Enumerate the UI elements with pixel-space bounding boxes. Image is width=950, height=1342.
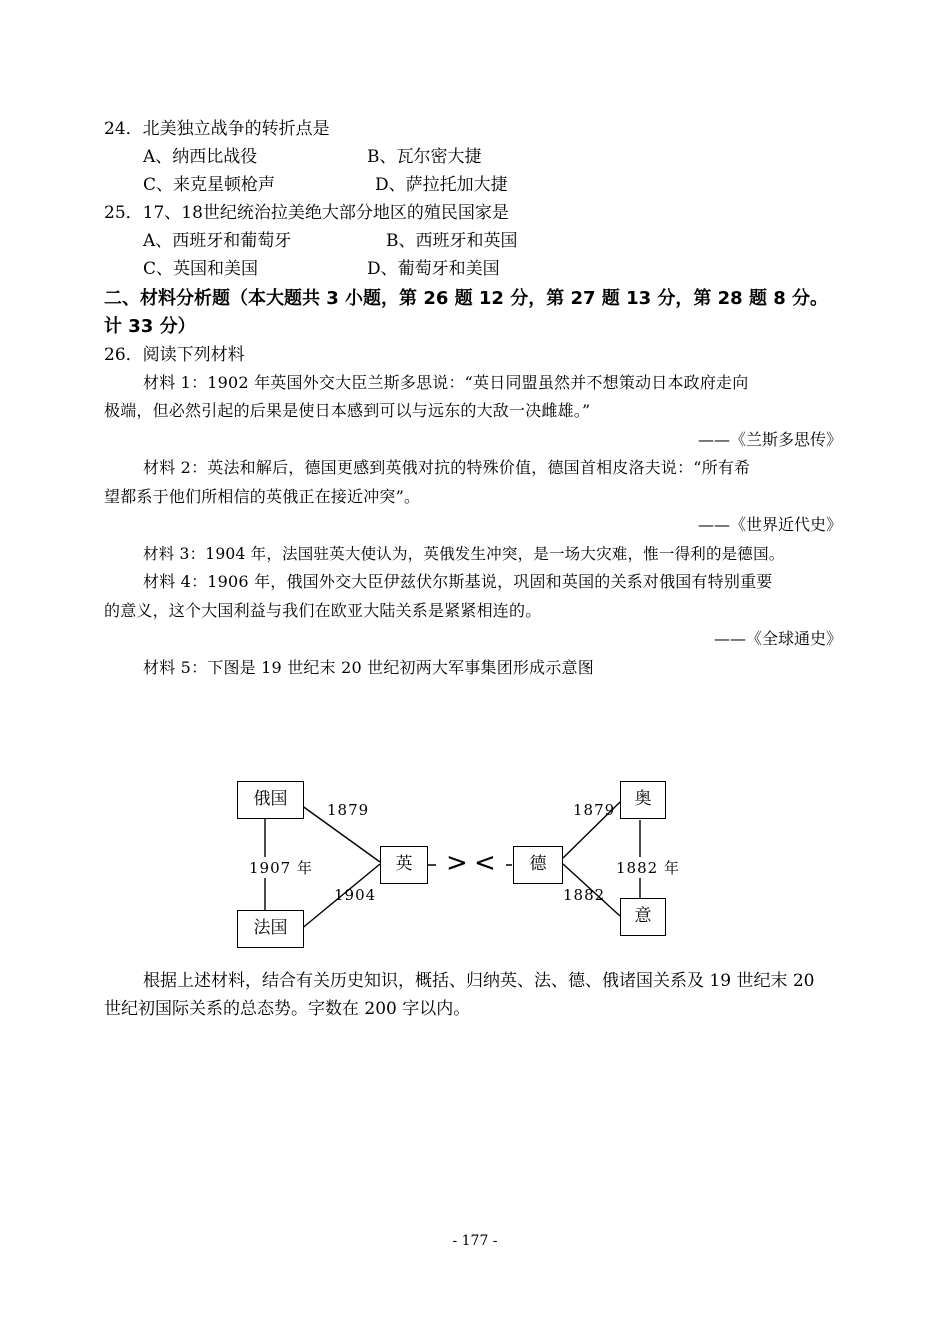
arrow-left-icon: < — [474, 848, 496, 878]
material-2-line2: 望都系于他们所相信的英俄正在接近冲突”。 — [104, 487, 421, 506]
material-2-source: ——《世界近代史》 — [697, 515, 842, 534]
arrow-right-icon: > — [446, 848, 468, 878]
year-russia-britain: 1879 — [327, 801, 370, 819]
q26-stem: 26．阅读下列材料 — [104, 345, 245, 365]
year-germany-austria: 1879 — [573, 801, 616, 819]
year-germany-italy: 1882 — [563, 886, 606, 904]
material-4-source: ——《全球通史》 — [713, 629, 842, 648]
section2-title-line1: 二、材料分析题（本大题共 3 小题，第 26 题 12 分，第 27 题 13 分，第 28 题 8 分。 — [104, 288, 829, 309]
material-4-line2: 的意义，这个大国利益与我们在欧亚大陆关系是紧紧相连的。 — [104, 601, 542, 620]
page-number: - 177 - — [452, 1233, 498, 1249]
q24-stem: 24．北美独立战争的转折点是 — [104, 119, 330, 139]
material-1-line2: 极端，但必然引起的后果是使日本感到可以与远东的大敌一决雌雄。” — [104, 401, 591, 420]
year-france-britain: 1904 — [334, 886, 377, 904]
year-russia-france: 1907 年 — [249, 859, 313, 877]
q24-option-b: B、瓦尔密大捷 — [367, 147, 482, 167]
year-austria-italy: 1882 年 — [616, 859, 680, 877]
box-austria: 奥 — [620, 781, 666, 819]
material-4-line1: 材料 4：1906 年，俄国外交大臣伊兹伏尔斯基说，巩固和英国的关系对俄国有特别重要 — [143, 572, 773, 591]
box-france: 法国 — [237, 910, 304, 948]
q25-option-d: D、葡萄牙和美国 — [367, 259, 500, 279]
box-britain: 英 — [380, 846, 428, 884]
q24-option-d: D、萨拉托加大捷 — [375, 175, 508, 195]
material-1-line1: 材料 1：1902 年英国外交大臣兰斯多思说：“英日同盟虽然并不想策动日本政府走向 — [143, 373, 749, 392]
q24-option-c: C、来克星顿枪声 — [143, 175, 276, 195]
q26-question-line2: 世纪初国际关系的总态势。字数在 200 字以内。 — [104, 999, 471, 1019]
material-2-line1: 材料 2：英法和解后，德国更感到英俄对抗的特殊价值，德国首相皮洛夫说：“所有希 — [143, 458, 751, 477]
box-italy: 意 — [620, 898, 666, 936]
q25-option-b: B、西班牙和英国 — [386, 231, 518, 251]
material-1-source: ——《兰斯多思传》 — [697, 430, 842, 449]
q25-option-a: A、西班牙和葡萄牙 — [143, 231, 292, 251]
box-germany: 德 — [513, 846, 563, 884]
q24-option-a: A、纳西比战役 — [143, 147, 258, 167]
material-3-line1: 材料 3：1904 年，法国驻英大使认为，英俄发生冲突，是一场大灾难，惟一得利的是德国。 — [143, 545, 785, 563]
q25-stem: 25．17、18世纪统治拉美绝大部分地区的殖民国家是 — [104, 203, 509, 223]
box-russia: 俄国 — [237, 781, 304, 819]
material-5-line1: 材料 5：下图是 19 世纪末 20 世纪初两大军事集团形成示意图 — [143, 658, 594, 677]
q25-option-c: C、英国和美国 — [143, 259, 259, 279]
section2-title-line2: 计 33 分） — [104, 316, 196, 337]
q26-question-line1: 根据上述材料，结合有关历史知识，概括、归纳英、法、德、俄诸国关系及 19 世纪末 20 — [143, 971, 815, 991]
